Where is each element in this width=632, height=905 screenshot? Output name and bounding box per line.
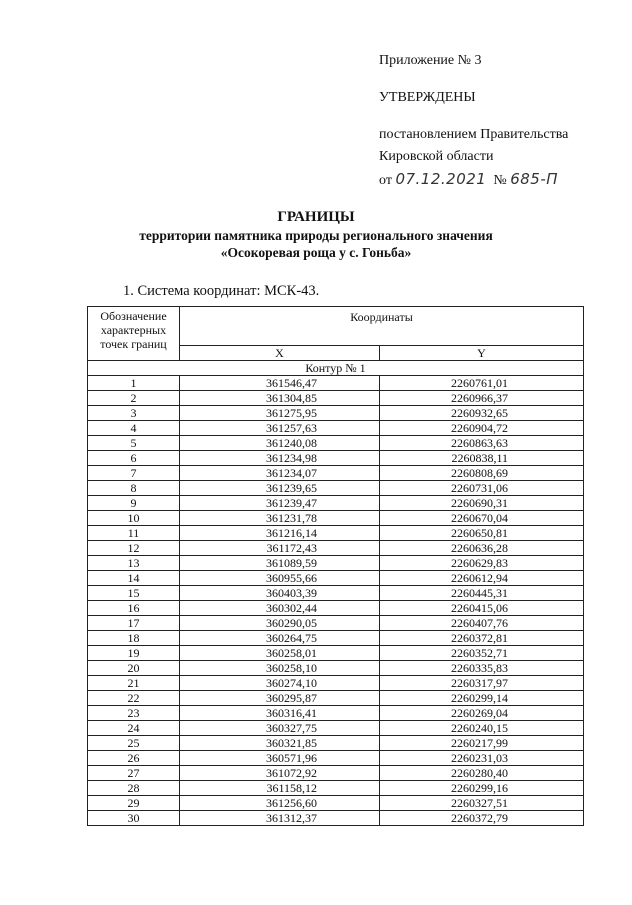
- point-number: 7: [88, 466, 180, 481]
- x-coordinate: 361239,47: [180, 496, 380, 511]
- y-coordinate: 2260299,14: [380, 691, 584, 706]
- point-number: 27: [88, 766, 180, 781]
- x-coordinate: 360290,05: [180, 616, 380, 631]
- table-row: [88, 646, 584, 661]
- y-coordinate: 2260838,11: [380, 451, 584, 466]
- y-coordinate: 2260904,72: [380, 421, 584, 436]
- document-title: [0, 207, 632, 261]
- y-coordinate: 2260327,51: [380, 796, 584, 811]
- x-coordinate: 360258,10: [180, 661, 380, 676]
- point-number: 16: [88, 601, 180, 616]
- x-coordinate: 360295,87: [180, 691, 380, 706]
- y-coordinate: 2260240,15: [380, 721, 584, 736]
- y-coordinate: 2260808,69: [380, 466, 584, 481]
- table-row: [88, 586, 584, 601]
- table-row: [88, 571, 584, 586]
- table-row: [88, 466, 584, 481]
- table-row: [88, 511, 584, 526]
- x-coordinate: 361216,14: [180, 526, 380, 541]
- approved-by-line2: Кировской области: [379, 149, 494, 164]
- x-coordinate: 361304,85: [180, 391, 380, 406]
- x-coordinate: 360316,41: [180, 706, 380, 721]
- title-line3: «Осокоревая роща у с. Гоньба»: [220, 245, 412, 260]
- point-number: 17: [88, 616, 180, 631]
- table-row: [88, 706, 584, 721]
- table-row: [88, 451, 584, 466]
- y-coordinate: 2260407,76: [380, 616, 584, 631]
- x-coordinate: 361275,95: [180, 406, 380, 421]
- y-coordinate: 2260690,31: [380, 496, 584, 511]
- table-row: [88, 391, 584, 406]
- y-coordinate: 2260231,03: [380, 751, 584, 766]
- point-number: 5: [88, 436, 180, 451]
- x-coordinate: 360955,66: [180, 571, 380, 586]
- approved-by-line1: постановлением Правительства: [379, 127, 569, 142]
- x-coordinate: 361239,65: [180, 481, 380, 496]
- table-row: [88, 376, 584, 391]
- x-coordinate: 361234,98: [180, 451, 380, 466]
- table-row: [88, 691, 584, 706]
- y-coordinate: 2260415,06: [380, 601, 584, 616]
- coordinates-header: Координаты: [180, 307, 584, 346]
- approved-label: УТВЕРЖДЕНЫ: [379, 90, 476, 105]
- y-coordinate: 2260670,04: [380, 511, 584, 526]
- y-coordinate: 2260335,83: [380, 661, 584, 676]
- point-number: 25: [88, 736, 180, 751]
- x-coordinate: 360302,44: [180, 601, 380, 616]
- point-number: 19: [88, 646, 180, 661]
- table-row: [88, 751, 584, 766]
- point-number: 14: [88, 571, 180, 586]
- y-coordinate: 2260317,97: [380, 676, 584, 691]
- y-coordinate: 2260761,01: [380, 376, 584, 391]
- table-row: [88, 721, 584, 736]
- coordinate-system-label: 1. Система координат: МСК-43.: [123, 283, 320, 299]
- point-number: 9: [88, 496, 180, 511]
- x-coordinate: 361172,43: [180, 541, 380, 556]
- table-row: [88, 481, 584, 496]
- point-number: 20: [88, 661, 180, 676]
- point-number: 18: [88, 631, 180, 646]
- x-coordinate: 360264,75: [180, 631, 380, 646]
- x-coordinate: 360571,96: [180, 751, 380, 766]
- y-coordinate: 2260612,94: [380, 571, 584, 586]
- y-coordinate: 2260280,40: [380, 766, 584, 781]
- y-coordinate: 2260217,99: [380, 736, 584, 751]
- x-header: X: [180, 346, 380, 361]
- table-row: [88, 541, 584, 556]
- point-number: 29: [88, 796, 180, 811]
- y-coordinate: 2260372,81: [380, 631, 584, 646]
- x-coordinate: 361158,12: [180, 781, 380, 796]
- point-number: 15: [88, 586, 180, 601]
- title-line2: территории памятника природы регионального значения: [139, 228, 493, 243]
- point-number: 10: [88, 511, 180, 526]
- point-number: 26: [88, 751, 180, 766]
- table-row: [88, 781, 584, 796]
- x-coordinate: 360321,85: [180, 736, 380, 751]
- handwritten-doc-number: 685-П: [510, 170, 559, 188]
- x-coordinate: 361312,37: [180, 811, 380, 826]
- table-row: [88, 406, 584, 421]
- x-coordinate: 360403,39: [180, 586, 380, 601]
- date-prefix: от: [379, 173, 392, 188]
- table-row: [88, 421, 584, 436]
- number-prefix: №: [493, 173, 507, 188]
- y-coordinate: 2260352,71: [380, 646, 584, 661]
- table-row: [88, 766, 584, 781]
- x-coordinate: 360274,10: [180, 676, 380, 691]
- x-coordinate: 361240,08: [180, 436, 380, 451]
- point-number: 13: [88, 556, 180, 571]
- x-coordinate: 360258,01: [180, 646, 380, 661]
- x-coordinate: 360327,75: [180, 721, 380, 736]
- handwritten-date: 07.12.2021: [395, 170, 487, 188]
- x-coordinate: 361257,63: [180, 421, 380, 436]
- point-number: 1: [88, 376, 180, 391]
- point-label-header: Обозначение характерных точек границ: [88, 307, 180, 361]
- y-coordinate: 2260932,65: [380, 406, 584, 421]
- y-coordinate: 2260445,31: [380, 586, 584, 601]
- table-row: [88, 736, 584, 751]
- table-row: [88, 631, 584, 646]
- y-header: Y: [380, 346, 584, 361]
- point-number: 8: [88, 481, 180, 496]
- x-coordinate: 361546,47: [180, 376, 380, 391]
- point-number: 2: [88, 391, 180, 406]
- point-number: 11: [88, 526, 180, 541]
- table-row: [88, 601, 584, 616]
- y-coordinate: 2260299,16: [380, 781, 584, 796]
- table-row: [88, 496, 584, 511]
- point-number: 6: [88, 451, 180, 466]
- point-number: 3: [88, 406, 180, 421]
- table-row: [88, 436, 584, 451]
- x-coordinate: 361234,07: [180, 466, 380, 481]
- y-coordinate: 2260269,04: [380, 706, 584, 721]
- table-row: [88, 676, 584, 691]
- y-coordinate: 2260650,81: [380, 526, 584, 541]
- coordinates-table: [87, 306, 584, 826]
- table-row: [88, 811, 584, 826]
- point-number: 22: [88, 691, 180, 706]
- y-coordinate: 2260966,37: [380, 391, 584, 406]
- point-number: 12: [88, 541, 180, 556]
- point-number: 21: [88, 676, 180, 691]
- x-coordinate: 361089,59: [180, 556, 380, 571]
- approval-date-line: [379, 168, 568, 192]
- y-coordinate: 2260629,83: [380, 556, 584, 571]
- x-coordinate: 361231,78: [180, 511, 380, 526]
- point-number: 23: [88, 706, 180, 721]
- point-number: 24: [88, 721, 180, 736]
- table-row: [88, 796, 584, 811]
- contour-header: Контур № 1: [88, 361, 584, 376]
- table-row: [88, 526, 584, 541]
- x-coordinate: 361256,60: [180, 796, 380, 811]
- appendix-block: [379, 50, 568, 192]
- table-row: [88, 661, 584, 676]
- appendix-number: Приложение № 3: [379, 53, 482, 68]
- y-coordinate: 2260731,06: [380, 481, 584, 496]
- table-row: [88, 556, 584, 571]
- point-number: 28: [88, 781, 180, 796]
- point-number: 4: [88, 421, 180, 436]
- x-coordinate: 361072,92: [180, 766, 380, 781]
- table-row: [88, 616, 584, 631]
- y-coordinate: 2260636,28: [380, 541, 584, 556]
- point-number: 30: [88, 811, 180, 826]
- y-coordinate: 2260863,63: [380, 436, 584, 451]
- y-coordinate: 2260372,79: [380, 811, 584, 826]
- title-line1: ГРАНИЦЫ: [277, 209, 355, 225]
